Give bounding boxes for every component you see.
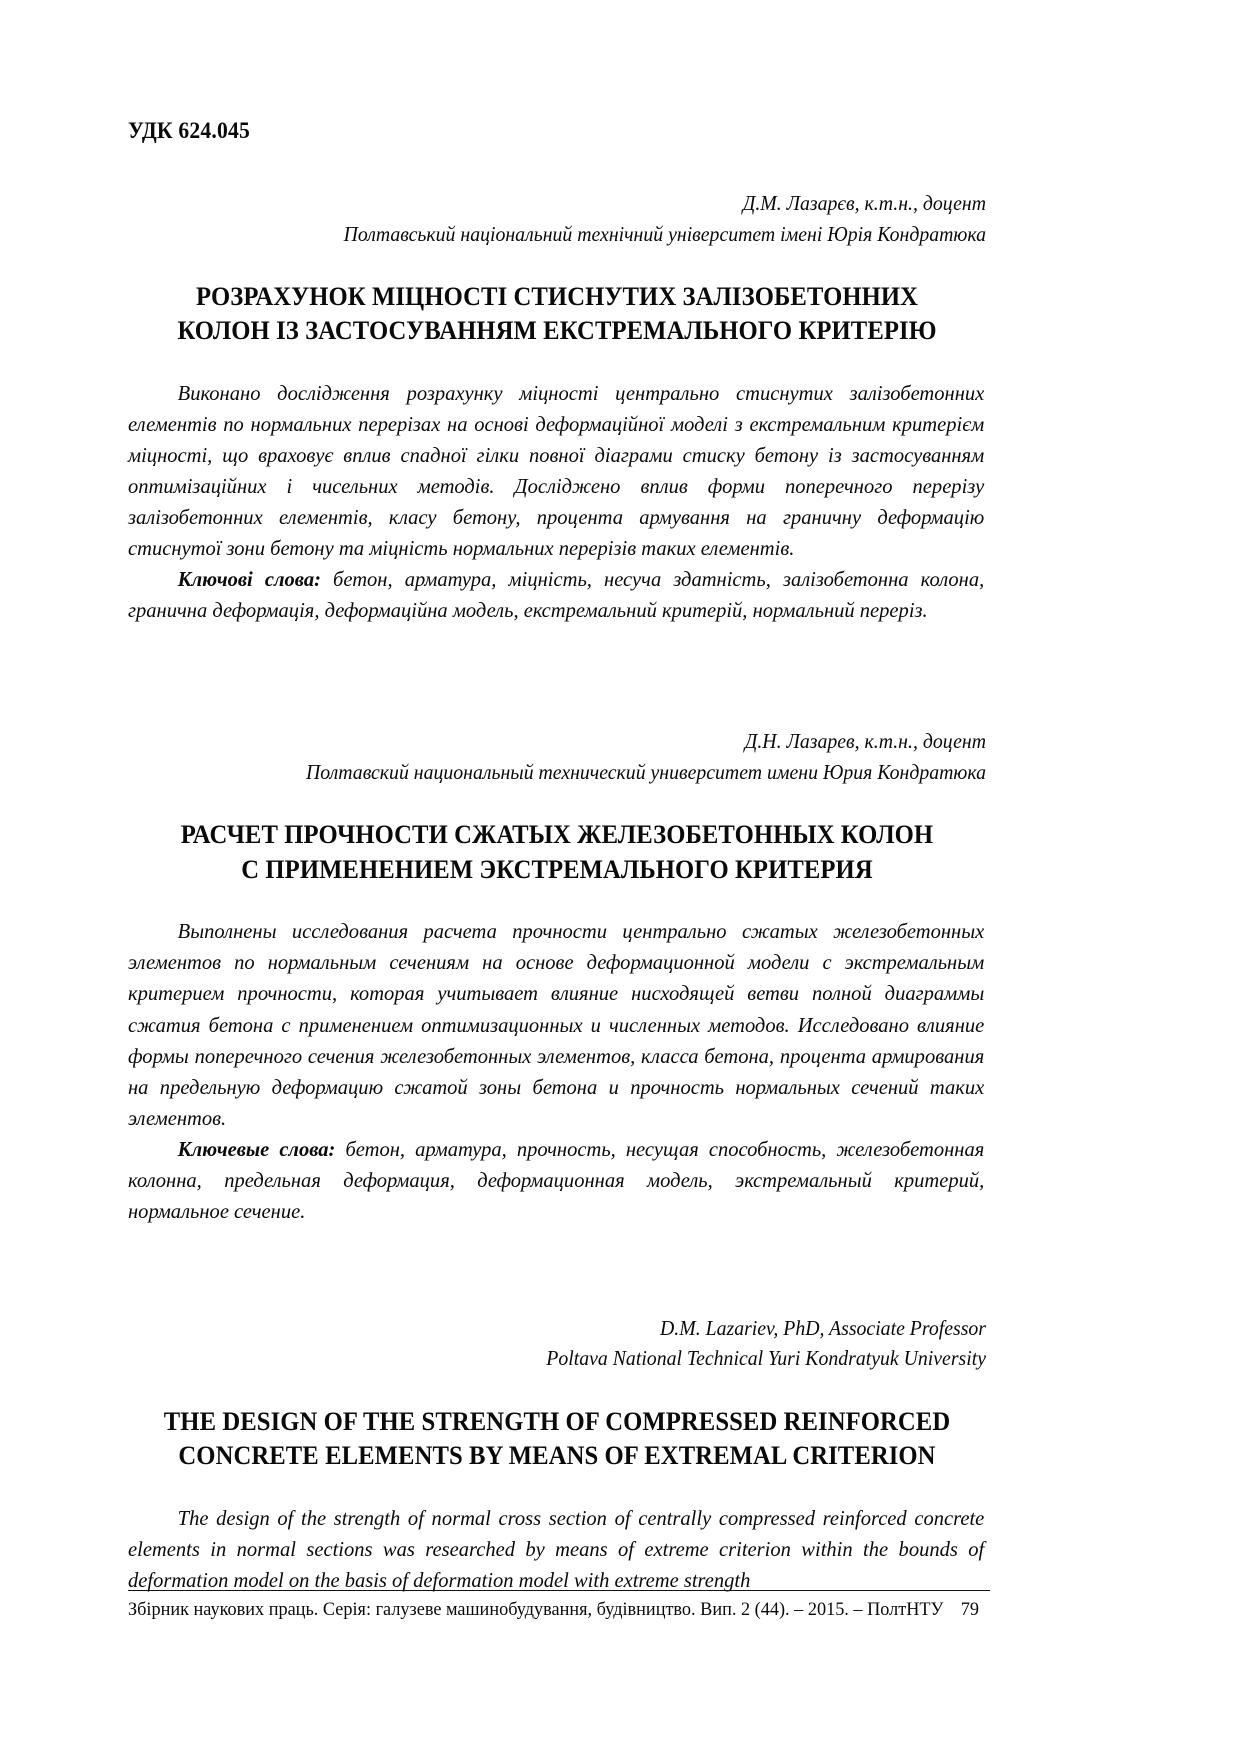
abstract-en: The design of the strength of normal cross section of centrally compressed reinforced concrete elements in normal sections was researched by means of extreme criterion within the bounds of deformation model on the basis of deformation model with extreme strength <box>128 1505 985 1592</box>
page-footer <box>128 1590 990 1621</box>
footer-row <box>128 1599 989 1621</box>
title-line-1: РОЗРАХУНОК МІЦНОСТІ СТИСНУТИХ ЗАЛІЗОБЕТОННИХ <box>195 281 919 312</box>
abstract-ru: Выполнены исследования расчета прочности центрально сжатых железобетонных элементов по нормальным сечениям на основе деформационной модели с экстремальным критерием прочности, которая учитывает влияние нисходящей ветви полной диаграммы сжатия бетона с применением оптимизационных и численных методов. Исследовано влияние формы поперечного сечения железобетонных элементов, класса бетона, процента армирования на предельную деформацию сжатой зоны бетона и прочность нормальных сечений таких элементов. <box>128 919 985 1130</box>
title-line-1: THE DESIGN OF THE STRENGTH OF COMPRESSED REINFORCED <box>163 1405 951 1436</box>
footer-divider <box>128 1590 990 1591</box>
section-russian <box>128 726 986 1227</box>
title-line-2: КОЛОН ІЗ ЗАСТОСУВАННЯМ ЕКСТРЕМАЛЬНОГО КРИТЕРІЮ <box>177 315 937 346</box>
section-ukrainian <box>128 188 986 626</box>
author-name-uk: Д.М. Лазарєв, к.т.н., доцент <box>742 191 986 215</box>
keywords-label-ru: Ключевые слова: <box>177 1136 336 1161</box>
footer-page-number: 79 <box>960 1599 980 1620</box>
title-line-2: С ПРИМЕНЕНИЕМ ЭКСТРЕМАЛЬНОГО КРИТЕРИЯ <box>241 853 873 884</box>
article-title-en <box>158 1404 956 1473</box>
footer-journal-info: Збірник наукових праць. Серія: галузеве машинобудування, будівництво. Вип. 2 (44). – 2015. – ПолтНТУ <box>128 1599 944 1620</box>
section-spacer-1 <box>128 626 986 726</box>
keywords-text-uk: бетон, арматура, міцність, несуча здатність, залізобетонна колона, гранична деформація, деформаційна модель, екстремальний критерій, нормальний переріз. <box>128 567 985 623</box>
affiliation-ru: Полтавский национальный технический университет имени Юрия Кондратюка <box>305 759 986 784</box>
keywords-text-ru: бетон, арматура, прочность, несущая способность, железобетонная колонна, предельная деформация, деформационная модель, экстремальный критерий, нормальное сечение. <box>128 1136 985 1223</box>
author-name-en: D.M. Lazariev, PhD, Associate Professor <box>660 1315 986 1340</box>
title-line-2: CONCRETE ELEMENTS BY MEANS OF EXTREMAL CRITERION <box>178 1440 936 1471</box>
title-line-1: РАСЧЕТ ПРОЧНОСТИ СЖАТЫХ ЖЕЛЕЗОБЕТОННЫХ КОЛОН <box>180 819 934 850</box>
udc-code: УДК 624.045 <box>128 118 250 143</box>
keywords-label-uk: Ключові слова: <box>177 567 321 592</box>
article-title-uk <box>158 279 956 348</box>
affiliation-uk: Полтавський національний технічний університет імені Юрія Кондратюка <box>343 221 986 246</box>
author-name-ru: Д.Н. Лазарев, к.т.н., доцент <box>744 729 986 754</box>
section-spacer-2 <box>128 1227 986 1313</box>
keywords-uk <box>128 564 984 626</box>
keywords-ru <box>128 1134 984 1227</box>
section-english <box>128 1313 986 1596</box>
affiliation-en: Poltava National Technical Yuri Kondratyuk University <box>546 1346 986 1371</box>
page-content <box>128 118 986 1596</box>
abstract-uk: Виконано дослідження розрахунку міцності центрально стиснутих залізобетонних елементів по нормальних перерізах на основі деформаційної моделі з екстремальним критерієм міцності, що враховує вплив спадної гілки повної діаграми стиску бетону із застосуванням оптимізаційних і чисельних методів. Досліджено вплив форми поперечного перерізу залізобетонних елементів, класу бетону, процента армування на граничну деформацію стиснутої зони бетону та міцність нормальних перерізів таких елементів. <box>128 380 985 561</box>
article-title-ru <box>158 817 956 886</box>
